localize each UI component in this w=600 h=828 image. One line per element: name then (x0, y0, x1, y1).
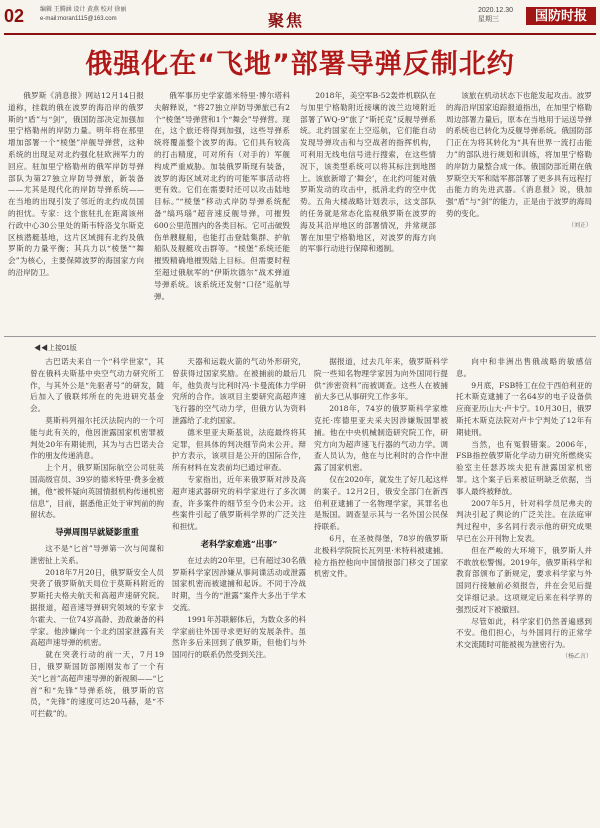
top-column-2 (154, 90, 290, 330)
page-header (0, 0, 600, 34)
b4-para-2: 9月底，FSB特工在位于西伯利亚的托木斯克逮捕了一名64岁的电子设备供应商亚历山大·卢卡宁。10月30日，俄罗斯托木斯克法院对卢卡宁判处了12年有期徒刑。 (456, 380, 592, 437)
header-rule (4, 33, 596, 35)
b3-para-2: 2018年，74岁的俄罗斯科学家维克托·库德里亚夫采夫因涉嫌叛国罪被捕。他在中央机械制造研究院工作，研究方向为超声速飞行器的气动力学。调查人员认为，他在与比利时的合作中泄露了国家机密。 (314, 404, 448, 473)
b1-para-2: 莫斯科列福尔托沃法院内的一个可能与此有关的，他因泄露国家机密罪被判处20年有期徒刑，其为与古巴诺夫合作的朋友传递消息。 (30, 415, 164, 461)
b2-para-1: 天器和运载火箭的气动外形研究，曾获得过国家奖励。在被捕前的最后几年，他负责与比利时冯·卡曼流体力学研究所的合作。该项目主要研究高超声速飞行器的空气动力学，但俄方认为资料泄露给了北约国家。 (172, 357, 306, 425)
b1-para-5: 2018年7月20日，俄罗斯安全人员突袭了俄罗斯航天局位于莫斯科附近的罗斯托夫格夫航天和高超声速研究院。据报道，超音速导弹研究领域的专家卡尔霍夫、一位74岁高龄、劲敌兼备的科学家。他涉嫌向一个北约国家泄露有关高超声速导弹的机密。 (30, 567, 164, 648)
subhead-2: 老科学家难逃“出事” (200, 538, 278, 549)
top-paragraph-4: 该旅在机动状态下也能发起攻击。波罗的海沿岸国家追踪报道指出，在加里宁格勒周边部署力量后，原本在当地用于运送导弹的系统也已转化为反舰导弹系统。俄国防部门正在为将其转化为“具有世界一流打击能力”的部队进行规划和训练，将加里宁格勒的岸防力量整合成一体。俄国防部近期在俄罗斯空天军和陆军都部署了更多具有远程打击能力的先进武器。《消息报》说，俄加强“盾”与“剑”的能力，正是由于波罗的海局势的变化。 (446, 91, 592, 218)
b1-para-1: 古巴诺夫来自一个“科学世家”，其曾在俄科夫斯基中央空气动力研究所工作，与其外公是“先驱者号”的研发，随后加入了俄联邦所在的先进研究基金会。 (30, 357, 164, 414)
b2-para-2: 德米里亚夫斯基说，法庭最终将其定罪，但具体的判决细节尚未公开。辩护方表示，该项目是公开的国际合作，所有材料在发表前均已通过审查。 (172, 427, 306, 473)
bottom-column-1 (30, 356, 164, 824)
b3-para-3: 仅在2020年，就发生了好几起这样的案子。12月2日，俄安全部门在新西伯利亚逮捕了一名物理学家，其罪名也是叛国。调查显示其与一名外国公民保持联系。 (314, 474, 448, 532)
b1-para-3: 上个月，俄罗斯国际航空公司驻英国高级官员、39岁的德米特里·费多金被捕，他“被怀疑向英国情报机构传递机密信息”，目前，据悉他正处于审判前的拘留状态。 (30, 463, 164, 520)
bottom-credit: （杨乙言） (561, 652, 592, 660)
top-paragraph-2: 俄军事历史学家德米特里·博尔塔科夫解释说，“将27独立岸防导弹旅已有2个“棱堡”导弹营和1个“舞会”导弹营。现在，这个旅还将得到加强，这些导弹系统将覆盖整个波罗的海。它们具有较高的打击精度，可对所有（对手的）军舰构成严重威胁。加装俄罗斯现有装备，波罗的海区域对北约的可能军事活动将更有效。它们在需要时还可以攻击陆地目标。”“棱堡”移动式岸防导弹系统配备“缟玛瑙”超音速反舰导弹，可摧毁600公里范围内的各类目标。它可击破毁伤单艘舰船，也能打击登陆集群、护航船队及舰艇攻击群等。“棱堡”系统还能摧毁精确地摧毁陆上目标。但需要时程至超过俄航军的“伊斯坎德尔”战术弹道导弹系统。该系统还发射“口径”巡航导弹。 (154, 91, 290, 301)
headline: 俄强化在“飞地”部署导弹反制北约 (85, 49, 515, 80)
section-title: 聚焦 (268, 13, 305, 30)
editor-credits (40, 6, 126, 24)
b3-para-4: 6月，在圣彼得堡，78岁的俄罗斯北极科学院院长瓦列里·米特科被逮捕。检方指控他向中国情报部门移交了国家机密文件。 (314, 533, 448, 579)
b3-para-1: 据报道，过去几年来，俄罗斯科学院一些知名物理学家因为向外国同行提供“涉密资料”而被调查。这些人在被捕前大多已从事研究工作多年。 (314, 357, 448, 402)
bottom-column-4 (456, 356, 592, 824)
b2-para-5: 1991年苏联解体后，为数众多的科学家前往外国寻求更好的发展条件。虽然许多后来回到了俄罗斯，但他们与外国同行的联系仍然受到关注。 (172, 614, 306, 660)
top-column-4 (446, 90, 592, 330)
top-column-3 (300, 90, 436, 330)
b4-para-4: 2007年5月，针对科学员尼弗夫的判决引起了舆论的广泛关注。在法庭审判过程中，多名同行表示他的研究成果早已在公开刊物上发表。 (456, 498, 592, 543)
newspaper-logo: 国防时报 (526, 7, 596, 25)
continued-marker: ◀◀上接01版 (34, 345, 77, 352)
issue-date (478, 6, 513, 24)
b1-para-6: 就在突袭行动的前一天，7月19日，俄罗斯国防部刚刚发布了一个有关“匕首”高超声速导弹的新视频——“匕首”和“先锋”导弹系统，俄罗斯的官员，“先锋”的速度可达20马赫，是“不可拦截”的。 (30, 650, 164, 719)
b2-para-3: 专家指出，近年来俄罗斯对涉及高超声速武器研究的科学家进行了多次调查，许多案件的细节至今仍未公开。这些案件引起了俄罗斯科学界的广泛关注和担忧。 (172, 474, 306, 532)
email-line: e-mail:moran1115@163.com (40, 16, 117, 22)
divider-rule (4, 336, 596, 337)
b2-para-4: 在过去的20年里，已有超过30名俄罗斯科学家因涉嫌从事间谍活动或泄露国家机密而被逮捕和起诉。不同于冷战时期，当今的“泄露”案件大多出于学术交流。 (172, 555, 306, 612)
bottom-column-3 (314, 356, 448, 824)
b4-para-6: 尽管如此，科学家们仍然普遍感到不安。他们担心，与外国同行的正常学术交流随时可能被视为泄密行为。 (456, 616, 592, 650)
page-number: 02 (4, 6, 25, 26)
b4-para-1: 向中和非洲出售俄战略的敏感信息。 (456, 357, 592, 378)
editor-line: 编辑 王腾涵 设计 黄燕 校对 徐丽 (40, 7, 127, 13)
bottom-column-2 (172, 356, 306, 824)
date-text: 2020.12.30 (478, 7, 514, 14)
b4-para-3: 当然，也有冤假错案。2006年，FSB指控俄罗斯化学动力研究所燃烧实验室主任瑟苏埃夫犯有泄露国家机密罪。这个案子后来被证明缺乏依据，当事人最终被释放。 (456, 439, 592, 496)
top-paragraph-1: 俄罗斯《消息报》网站12月14日报道称，挂载的俄在波罗的海沿岸的俄罗斯的“盾”与“剑”，俄国防部决定加强加里宁格勒州的岸防力量。明年将在那里增加部署一个“棱堡”岸舰导弹营，这种系统的出现足对北约强化驻欧洲军力的回应。驻加里宁格勒州的俄军岸防导弹部队为第27独立岸防导弹旅，新装备——尤其是现代化的岸防导弹系统——在当地的出现引发了邻近的北约成员国的担忧。专家：这个旅驻扎在距离该州行政中心30公里处的斯韦特洛戈尔斯克区核潜艇基地，这片区域拥有北约及俄罗斯的力量平衡；其兵力以“棱堡”“舞会”为核心，主要保障波罗的海国家方向的沿岸防卫。 (8, 91, 144, 277)
b1-para-4: 这不是“匕首”导弹第一次与间谍和泄密扯上关系。 (30, 543, 164, 565)
top-paragraph-3: 2018年，美空军B-52轰炸机联队在与加里宁格勒附近接壤的波兰边境附近部署了WQ-9”旅了“斯托克”反舰导弹系统。北约国家在上空巡航，它们能自动发现导弹攻击和与空战者的指挥机构，可利用无线电信号进行搜索，在这些情况下，该类型系统可以将其标注到地图上。该旅新增了‘舞会’，在北约可能对俄罗斯发动的攻击中，抵消北约的空中优势。五角大楼战略计划表示，这支部队的任务就是常态化监视俄罗斯在波罗的海及其沿岸地区的部署情况，并常规部署在加里宁格勒地区，对波罗的海方向的军事行动进行保障和遏制。 (300, 91, 436, 254)
subhead-1: 导弹周围早就疑影重重 (55, 527, 139, 538)
weekday-text: 星期三 (478, 16, 499, 23)
top-credit: （刘正） (567, 221, 592, 229)
top-column-1 (8, 90, 144, 330)
b4-para-5: 但在严峻的大环境下，俄罗斯人并不敢放松警惕。2019年，俄罗斯科学和教育部颁布了新规定，要求科学家与外国同行接触前必须报告，并在会见后提交详细记录。这项规定后来在科学界的强烈反对下被撤回。 (456, 545, 592, 614)
